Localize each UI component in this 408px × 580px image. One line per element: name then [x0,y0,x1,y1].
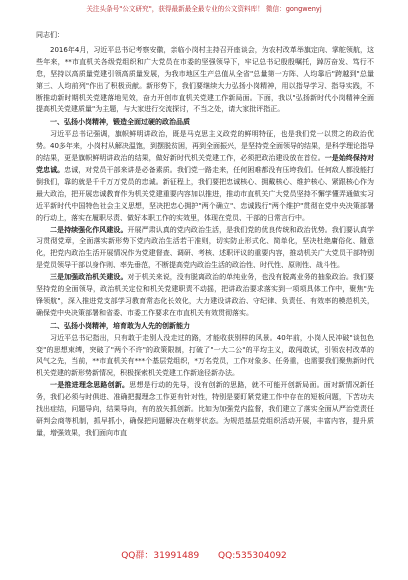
paragraph-innovation-ideas [36,380,374,440]
salutation: 同志们： [36,31,64,39]
qq-number: QQ:535304092 [218,551,287,561]
qq-group: QQ群：31991489 [121,551,200,561]
point-heading-political-organ: 三是加强政治机关建设。 [50,273,128,282]
point-heading-innovation: 一是推进理念思路创新。 [50,381,130,390]
paragraph-text: 开展严肃认真的党内政治生活，是我们党的优良传统和政治优势。我们要认真学习贯彻党章，全面落实新形势下党内政治生活若干准则，切实防止形式化、简单化，坚决杜绝庸俗化、随意化，把党内政治生活开展情况作为党建督查、调研、考核、述职评议的重要内容，推动机关广大党员干部特别是党员领导干部以身作则、率先垂范，不断提高党内政治生活的政治性、时代性、原则性、战斗性。 [36,225,374,270]
paragraph-political-organ [36,272,374,320]
point-heading-loyalty: 一是始终保持对党忠诚。 [36,154,374,174]
paragraph-political-quality [36,129,374,224]
paragraph-text: 习近平总书记强调，旗帜鲜明讲政治，既是马克思主义政党的鲜明特征，也是我们党一以贯之的政治优势。40多年来，小岗村从解决温饱，到摆脱贫困，再到全面振兴，是坚持党全面领导的结果，是科学理论指导的结果，更是旗帜鲜明讲政治的结果，做好新时代机关党建工作，必须把政治建设放在首位。 [36,130,374,163]
paragraph-intro: 2016年4月，习近平总书记考察安徽，亲临小岗村主持召开座谈会，为农村改革举旗定向、掌舵领航，这些年来，**市直机关各级党组织和广大党员在市委的坚强领导下，牢记总书记殷殷嘱托，踔厉奋发、笃行不怠，坚持以高质量党建引领高质量发展，为我市地区生产总值从全省"总量第一方阵、人均靠后"跨越到"总量第三、人均前列"作出了积极贡献。新形势下，我们要继续大力弘扬小岗精神，用以指导学习、指导实践，不断推动新时期机关党建落地见效，奋力开创市直机关党建工作新局面。下面，我以"弘扬新时代小岗精神全面提高机关党建质量"为主题，与大家进行交流探讨，不当之处，请大家批评指正。 [36,45,374,114]
point-heading-work-style: 二是持续强化作风建设。 [50,225,128,234]
footer-contact [0,548,408,561]
section-heading-2: 二、弘扬小岗精神，培育敢为人先的创新能力 [50,321,190,330]
header-banner: 关注头条号"公文研究"，获得最新最全最专业的公文资料库！ 微信：gongwenyj [86,5,322,13]
document-body [36,30,374,542]
paragraph-text: 忠诚，对党员干部来讲是必备素质。我们党一路走来，任何困难都没有压垮我们。任何敌人都没能打倒我们，靠的就是千千万万党员的忠诚。新征程上，我们要把忠诚核心、拥戴核心、维护核心、紧跟核心作为最大政治，把开展忠诚教育作为机关党建重要内容加以推进，推动市直机关广大党员坚持不懈学懂弄通做实习近平新时代中国特色社会主义思想，坚决把忠心拥护"两个确立"、忠诚践行"两个维护"贯彻在党中央决策部署的行动上，落实在履职尽责、做好本职工作的实效里，体现在党员、干部的日常言行中。 [36,165,374,222]
paragraph-text: 思想是行动的先导，没有创新的思路，就不可能开创新局面。面对新情况新任务，我们必须与时俱进、准确把握理念工作更有针对性，特别是要盯紧党建工作中存在的短板问题，下苦功夫找出症结，问题导向，结果导向，有的放矢抓创新。比如为加强党内监督，我们建立了落实全面从严治党责任研判会商等机制，抓早抓小，确保把问题解决在萌芽状态。为规范基层党组织活动开展，丰富内容，提升质量，增强效果，我们面向市直 [36,381,374,437]
paragraph-text: 对于机关来说，没有脱离政治的单纯业务，也没有脱离业务的抽象政治。我们要坚持党的全面领导，政治机关定位和机关党建职责不动摇，把讲政治要求落实到一项项具体工作中，聚焦"先锋领航"，深入推进党支部学习教育常态化长效化，大力建设讲政治、守纪律、负责任、有效率的模范机关，确保党中央决策部署和省委、市委工作要求在市直机关有效贯彻落实。 [36,273,374,317]
paragraph-work-style [36,225,374,273]
section-heading-1: 一、弘扬小岗精神，锻造全面过硬的政治品质 [50,118,190,127]
paragraph-innovation: 习近平总书记指出，只有敢于走别人没走过的路，才能收获别样的风景。40年前，小岗人民冲破"谈包色变"的思想束缚，突破了"两个不许"的政策限制，打破了"一大二公"的平均主义，敢闯敢试，引领农村改革的风气之先，当前，**市直机关有***个基层党组织，*万名党员，工作对象多、任务重，也需要我们聚焦新时代机关党建的新形势新情况，积极探索机关党建工作新途径新办法。 [36,333,374,378]
